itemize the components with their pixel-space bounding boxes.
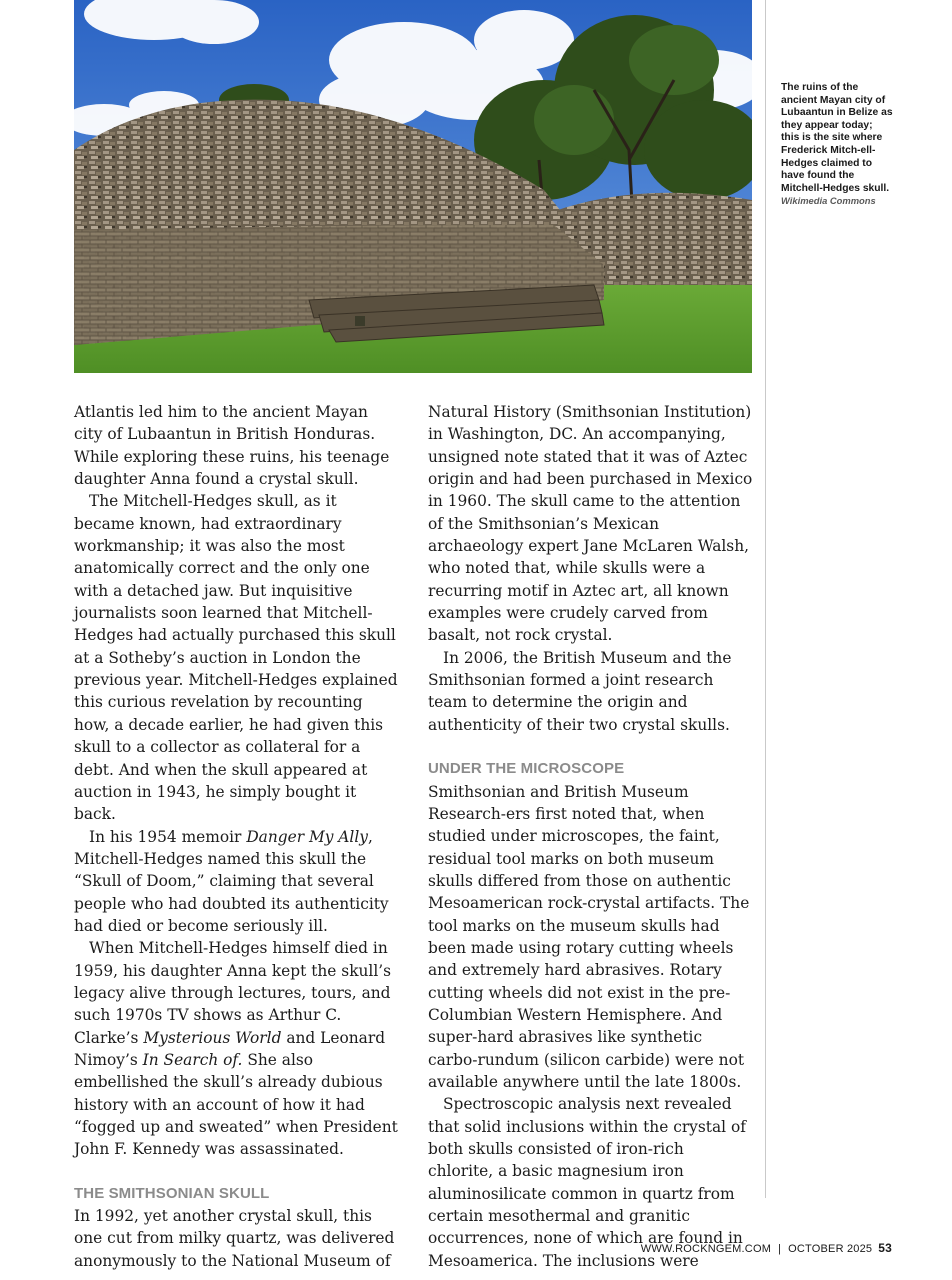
paragraph: In 1992, yet another crystal skull, this one cut from milky quartz, was delivered anonymously to the National Museum of (74, 1207, 395, 1270)
paragraph: Spectroscopic analysis next revealed that solid inclusions within the crystal of both skulls consisted of iron-rich chlorite, a basic magnesium iron aluminosilicate common in quartz from certain mesothermal and granitic occurrences, none of which are found in Mesoamerica. The inclusions were (428, 1095, 746, 1270)
right-column (428, 401, 753, 1272)
left-column (74, 401, 399, 1272)
paragraph: When Mitchell-Hedges himself died in 1959, his daughter Anna kept the skull’s legacy alive through lectures, tours, and such 1970s TV shows as Arthur C. Clarke’s Mysterious World and Leonard Nimoy’s In Search of. She also embellished the skull’s already dubious history with an account of how it had “fogged up and sweated” when President John F. Kennedy was assassinated. (74, 939, 398, 1159)
show-title: Mysterious World (143, 1028, 282, 1047)
website: WWW.ROCKNGEM.COM (640, 1243, 772, 1255)
book-title: Danger My Ally (246, 827, 368, 846)
lubaantun-ruins-photo (74, 0, 752, 373)
photo-caption (781, 82, 893, 208)
paragraph: Natural History (Smithsonian Institution) in Washington, DC. An accompanying, unsigned note stated that it was of Aztec origin and had been purchased in Mexico in 1960. The skull came to the attention of the Smithsonian’s Mexican archaeology expert Jane McLaren Walsh, who noted that, while skulls were a recurring motif in Aztec art, all known examples were crudely carved from basalt, not rock crystal. (428, 403, 753, 645)
page-number: 53 (878, 1241, 892, 1255)
caption-text: The ruins of the ancient Mayan city of Lubaantun in Belize as they appear today; this is the site where Frederick Mitch-ell-Hedges claimed to have found the Mitchell-Hedges skull. (781, 82, 893, 194)
paragraph: Atlantis led him to the ancient Mayan city of Lubaantun in British Honduras. While exploring these ruins, his teenage daughter Anna found a crystal skull. (74, 403, 390, 489)
footer-separator: | (778, 1243, 782, 1255)
show-title: In Search of. (142, 1050, 243, 1069)
page-footer (641, 1241, 892, 1255)
column-rule (765, 0, 766, 1198)
photo-credit: Wikimedia Commons (781, 195, 876, 207)
issue-date: OCTOBER 2025 (788, 1243, 873, 1255)
paragraph: The Mitchell-Hedges skull, as it became known, had extraordinary workmanship; it was also the most anatomically correct and the only one with a detached jaw. But inquisitive journalists soon learned that Mitchell-Hedges had actually purchased this skull at a Sotheby’s auction in London the previous year. Mitchell-Hedges explained this curious revelation by recounting how, a decade earlier, he had given this skull to a collector as collateral for a debt. And when the skull appeared at auction in 1943, he simply bought it back. (74, 492, 398, 824)
paragraph: Smithsonian and British Museum Research-ers first noted that, when studied under microscopes, the faint, residual tool marks on both museum skulls differed from those on authentic Mesoamerican rock-crystal artifacts. The tool marks on the museum skulls had been made using rotary cutting wheels and extremely hard abrasives. Rotary cutting wheels did not exist in the pre-Columbian Western Hemisphere. And super-hard abrasives like synthetic carbo-rundum (silicon carbide) were not available anywhere until the late 1800s. (428, 782, 750, 1091)
paragraph: In 2006, the British Museum and the Smithsonian formed a joint research team to determine the origin and authenticity of their two crystal skulls. (428, 648, 732, 734)
section-heading: UNDER THE MICROSCOPE (428, 760, 625, 778)
section-heading: THE SMITHSONIAN SKULL (74, 1184, 270, 1202)
paragraph: In his 1954 memoir Danger My Ally, Mitchell-Hedges named this skull the “Skull of Doom,” claiming that several people who had doubted its authenticity had died or become seriously ill. (74, 827, 389, 935)
